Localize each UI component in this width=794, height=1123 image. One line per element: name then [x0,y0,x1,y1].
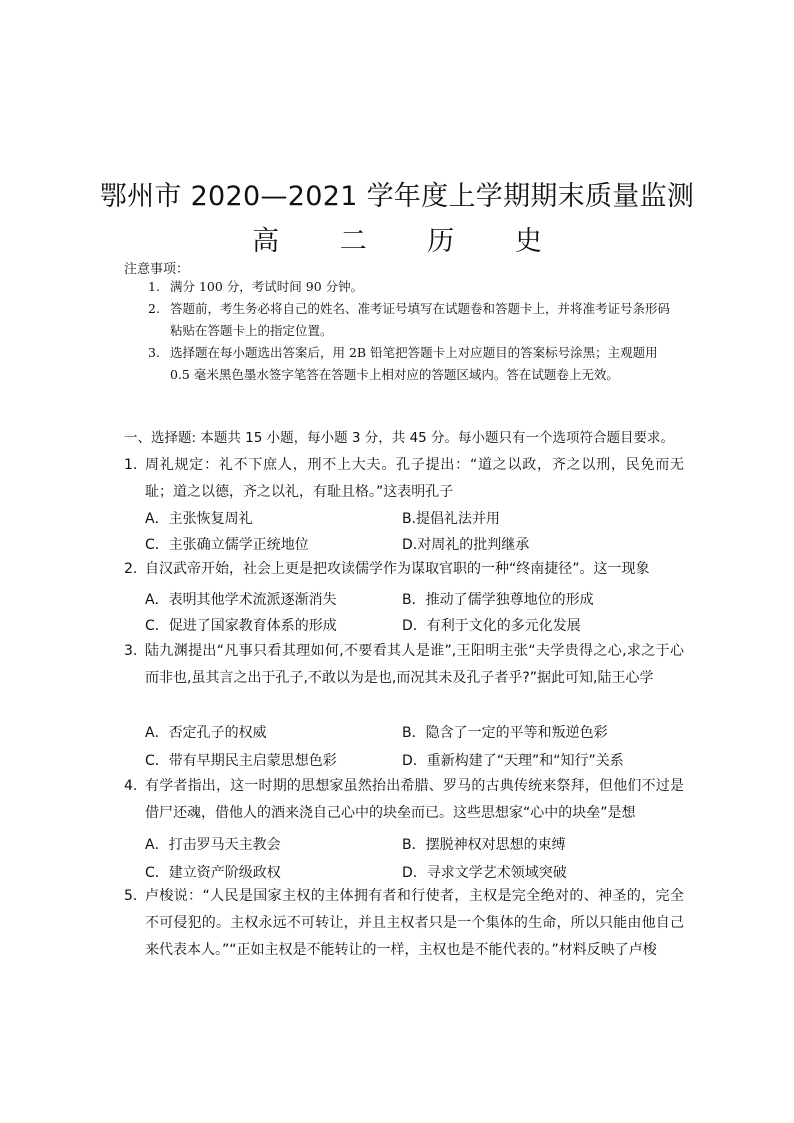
option-d: D.对周礼的批判继承 [402,537,530,553]
option-a: A．打击罗马天主教会 [145,837,281,853]
question-number: 3. [124,643,138,659]
option-a: A．否定孔子的权威 [145,725,267,741]
option-d: D．有利于文化的多元化发展 [402,618,581,634]
option-b: B．隐含了一定的平等和叛逆色彩 [402,725,608,741]
question-3 [124,638,684,692]
question-5 [124,883,684,964]
option-d: D．重新构建了“天理”和“知行”关系 [402,753,624,769]
question-stem: 卢梭说：“人民是国家主权的主体拥有者和行使者，主权是完全绝对的、神圣的，完全不可侵犯的。主权永远不可转让，并且主权者只是一个集体的生命，所以只能由他自己来代表本人。”“正如主权是不能转让的一样，主权也是不能代表的。”材料反映了卢梭 [145,888,684,958]
option-c: C．促进了国家教育体系的形成 [145,618,337,634]
notes-heading: 注意事项： [124,262,190,277]
option-b: B．摆脱神权对思想的束缚 [402,837,566,853]
question-number: 4. [124,778,138,794]
option-c: C．带有早期民主启蒙思想色彩 [145,753,337,769]
option-d: D．寻求文学艺术领域突破 [402,865,567,881]
note-number: 1. [148,279,160,294]
question-number: 1. [124,457,138,473]
note-text: 答题前，考生务必将自己的姓名、准考证号填写在试题卷和答题卡上，并将准考证号条形码粘贴在答题卡上的指定位置。 [170,301,671,338]
option-c: C．主张确立儒学正统地位 [145,537,309,553]
question-2 [124,556,684,583]
question-stem: 陆九渊提出“凡事只看其理如何,不要看其人是谁”,王阳明主张“夫学贵得之心,求之于心而非也,虽其言之出于孔子,不敢以为是也,而况其未及孔子者乎?”据此可知,陆王心学 [145,643,684,686]
note-number: 3. [148,345,160,360]
exam-title: 鄂州市 2020—2021 学年度上学期期末质量监测 [99,181,695,212]
question-stem: 周礼规定：礼不下庶人，刑不上大夫。孔子提出：“道之以政，齐之以刑，民免而无耻；道之以德，齐之以礼，有耻且格。”这表明孔子 [145,457,684,500]
option-a: A．主张恢复周礼 [145,511,253,527]
option-b: B．推动了儒学独尊地位的形成 [402,592,594,608]
question-number: 5. [124,888,138,904]
note-text: 选择题在每小题选出答案后，用 2B 铅笔把答题卡上对应题目的答案标号涂黑；主观题用 0.5 毫米黑色墨水签字笔答在答题卡上相对应的答题区域内。答在试题卷上无效。 [170,345,658,382]
note-text: 满分 100 分，考试时间 90 分钟。 [170,279,364,294]
question-1 [124,452,684,506]
question-stem: 自汉武帝开始，社会上更是把攻读儒学作为谋取官职的一种“终南捷径”。这一现象 [145,561,650,577]
note-item [148,342,678,386]
question-stem: 有学者指出，这一时期的思想家虽然抬出希腊、罗马的古典传统来祭拜，但他们不过是借尸还魂，借他人的酒来浇自己心中的块垒而已。这些思想家“心中的块垒”是想 [145,778,684,821]
section-heading: 一、选择题: 本题共 15 小题，每小题 3 分，共 45 分。每小题只有一个选项符合题目要求。 [124,430,675,446]
exam-subject: 高 二 历 史 [252,226,568,257]
option-b: B.提倡礼法并用 [402,511,501,527]
note-number: 2. [148,301,160,316]
question-4 [124,773,684,827]
question-number: 2. [124,561,138,577]
option-a: A．表明其他学术流派逐渐消失 [145,592,337,608]
note-item [148,298,678,342]
option-c: C．建立资产阶级政权 [145,865,281,881]
note-item [148,276,678,298]
